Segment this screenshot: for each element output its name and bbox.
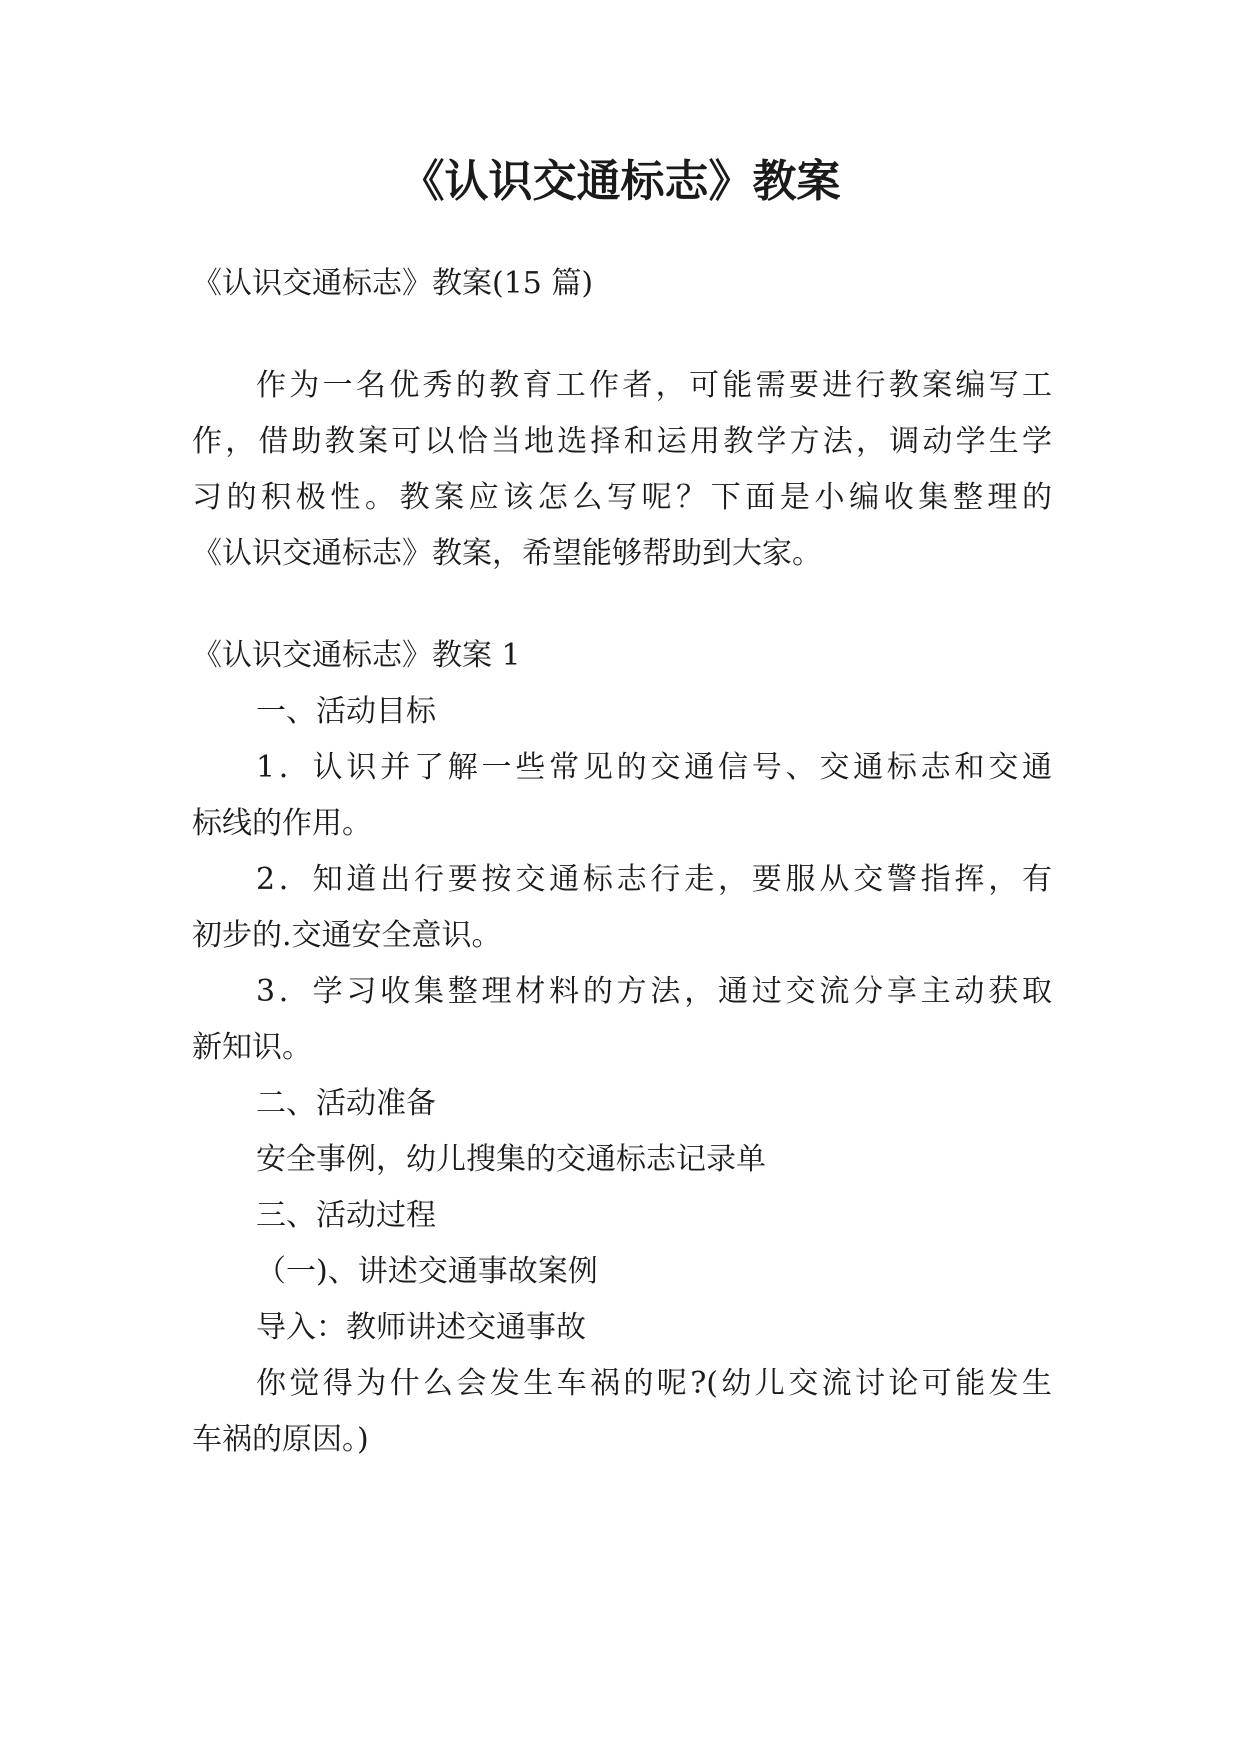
intro-line: 作为一名优秀的教育工作者，可能需要进行教案编写工	[256, 368, 1052, 403]
body-line: 2．知道出行要按交通标志行走，要服从交警指挥，有	[256, 862, 1052, 897]
heading-process: 三、活动过程	[256, 1198, 436, 1233]
document-subtitle: 《认识交通标志》教案(15 篇)	[192, 266, 594, 301]
intro-line: 《认识交通标志》教案，希望能够帮助到大家。	[192, 536, 822, 571]
document-title: 《认识交通标志》教案	[400, 156, 841, 207]
body-line: 安全事例，幼儿搜集的交通标志记录单	[256, 1142, 766, 1177]
heading-preparation: 二、活动准备	[256, 1086, 436, 1121]
subheading-case: （一)、讲述交通事故案例	[256, 1254, 598, 1289]
body-line: 车祸的原因。)	[192, 1422, 369, 1457]
intro-line: 作，借助教案可以恰当地选择和运用教学方法，调动学生学	[192, 424, 1052, 459]
section-title: 《认识交通标志》教案 1	[192, 638, 521, 673]
body-line: 你觉得为什么会发生车祸的呢?(幼儿交流讨论可能发生	[256, 1366, 1052, 1401]
body-line: 3．学习收集整理材料的方法，通过交流分享主动获取	[256, 974, 1052, 1009]
body-line: 初步的.交通安全意识。	[192, 918, 502, 953]
body-line: 新知识。	[192, 1030, 312, 1065]
intro-line: 习的积极性。教案应该怎么写呢？下面是小编收集整理的	[192, 480, 1052, 515]
heading-objectives: 一、活动目标	[256, 694, 436, 729]
body-line: 1．认识并了解一些常见的交通信号、交通标志和交通	[256, 750, 1052, 785]
body-line: 标线的作用。	[192, 806, 372, 841]
body-line: 导入：教师讲述交通事故	[256, 1310, 586, 1345]
